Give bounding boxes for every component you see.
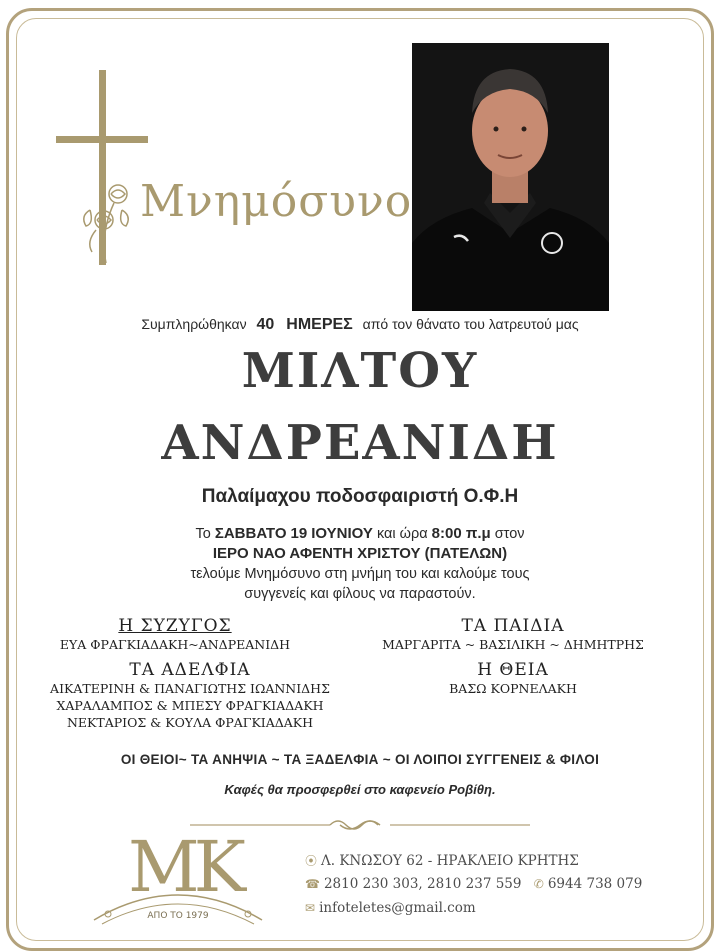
ceremony-time-line (0, 524, 720, 544)
ceremony-month: ΙΟΥΝΙΟΥ (311, 525, 373, 542)
memorial-title: Μνημόσυνο (140, 176, 413, 227)
church-name: ΙΕΡΟ ΝΑΟ ΑΦΕΝΤΗ ΧΡΙΣΤΟΥ (ΠΑΤΕΛΩΝ) (212, 545, 508, 562)
intro-after: από τον θάνατο του λατρευτού μας (362, 316, 579, 332)
intro-line (0, 316, 720, 334)
ceremony-day: ΣΑΒΒΑΤΟ (214, 525, 287, 542)
spouse-block (30, 616, 320, 653)
sibling-3: ΝΕΚΤΑΡΙΟΣ & ΚΟΥΛΑ ΦΡΑΓΚΙΑΔΑΚΗ (66, 715, 314, 730)
deceased-last-name: ΑΝΔΡΕΑΝΙΔΗ (161, 415, 559, 471)
intro-days-word: ΗΜΕΡΕΣ (286, 316, 353, 333)
children-names: ΜΑΡΓΑΡΙΤΑ ~ ΒΑΣΙΛΙΚΗ ~ ΔΗΜΗΤΡΗΣ (382, 637, 644, 652)
funeral-home-logo: MK (128, 826, 240, 908)
mobile-icon: ✆ (533, 877, 544, 891)
ornamental-divider (190, 817, 530, 833)
location-pin-icon: ⦿ (305, 854, 318, 868)
email-icon: ✉ (305, 901, 316, 915)
coffee-note: Καφές θα προσφερθεί στο καφενείο Ροβίθη. (224, 782, 496, 797)
email-line (305, 900, 476, 916)
aunt-heading: Η ΘΕΙΑ (477, 660, 549, 680)
address-line (305, 852, 579, 869)
ceremony-to: Το (195, 526, 211, 542)
ceremony-and-time: και ώρα (376, 526, 428, 542)
logo-ornament (88, 880, 268, 931)
deceased-first-name: ΜΙΛΤΟΥ (241, 343, 479, 399)
phone-icon: ☎ (305, 877, 320, 891)
children-block (358, 616, 668, 653)
mobile-number[interactable]: 6944 738 079 (547, 876, 643, 892)
siblings-heading: ΤΑ ΑΔΕΛΦΙΑ (129, 660, 251, 680)
ceremony-details (0, 524, 720, 604)
email-address[interactable]: infoteletes@gmail.com (319, 900, 476, 916)
ceremony-invitation-2: συγγενείς και φίλους να παραστούν. (244, 586, 476, 602)
deceased-subtitle: Παλαίμαχου ποδοσφαιριστή Ο.Φ.Η (201, 486, 519, 507)
ceremony-time: 8:00 π.μ (431, 525, 491, 542)
aunt-block (358, 660, 668, 697)
cross-with-rose-icon (56, 70, 156, 270)
logo-since-text: ΑΠΟ ΤΟ 1979 (147, 911, 209, 921)
intro-before: Συμπληρώθηκαν (141, 316, 247, 332)
phone-line (305, 876, 642, 892)
address: Λ. ΚΝΩΣΟΥ 62 - ΗΡΑΚΛΕΙΟ ΚΡΗΤΗΣ (321, 853, 579, 869)
other-mourners: ΟΙ ΘΕΙΟΙ~ ΤΑ ΑΝΗΨΙΑ ~ ΤΑ ΞΑΔΕΛΦΙΑ ~ ΟΙ ΛΟΙΠΟΙ ΣΥΓΓΕΝΕΙΣ & ΦΙΛΟΙ (120, 752, 600, 767)
intro-days-number: 40 (256, 316, 275, 333)
sibling-2: ΧΑΡΑΛΑΜΠΟΣ & ΜΠΕΣΥ ΦΡΑΓΚΙΑΔΑΚΗ (56, 698, 324, 713)
ceremony-date: 19 (290, 525, 308, 542)
spouse-name: ΕΥΑ ΦΡΑΓΚΙΑΔΑΚΗ~ΑΝΔΡΕΑΝΙΔΗ (59, 637, 291, 652)
siblings-block (30, 660, 350, 731)
ceremony-invitation: τελούμε Μνημόσυνο στη μνήμη του και καλούμε τους (190, 566, 530, 582)
portrait-photo (412, 43, 609, 311)
ceremony-at: στον (494, 526, 525, 542)
phone-numbers[interactable]: 2810 230 303, 2810 237 559 (323, 876, 522, 892)
spouse-heading: Η ΣΥΖΥΓΟΣ (118, 616, 232, 636)
sibling-1: ΑΙΚΑΤΕΡΙΝΗ & ΠΑΝΑΓΙΩΤΗΣ ΙΩΑΝΝΙΔΗΣ (50, 681, 330, 696)
children-heading: ΤΑ ΠΑΙΔΙΑ (461, 616, 565, 636)
aunt-name: ΒΑΣΩ ΚΟΡΝΕΛΑΚΗ (449, 681, 577, 696)
